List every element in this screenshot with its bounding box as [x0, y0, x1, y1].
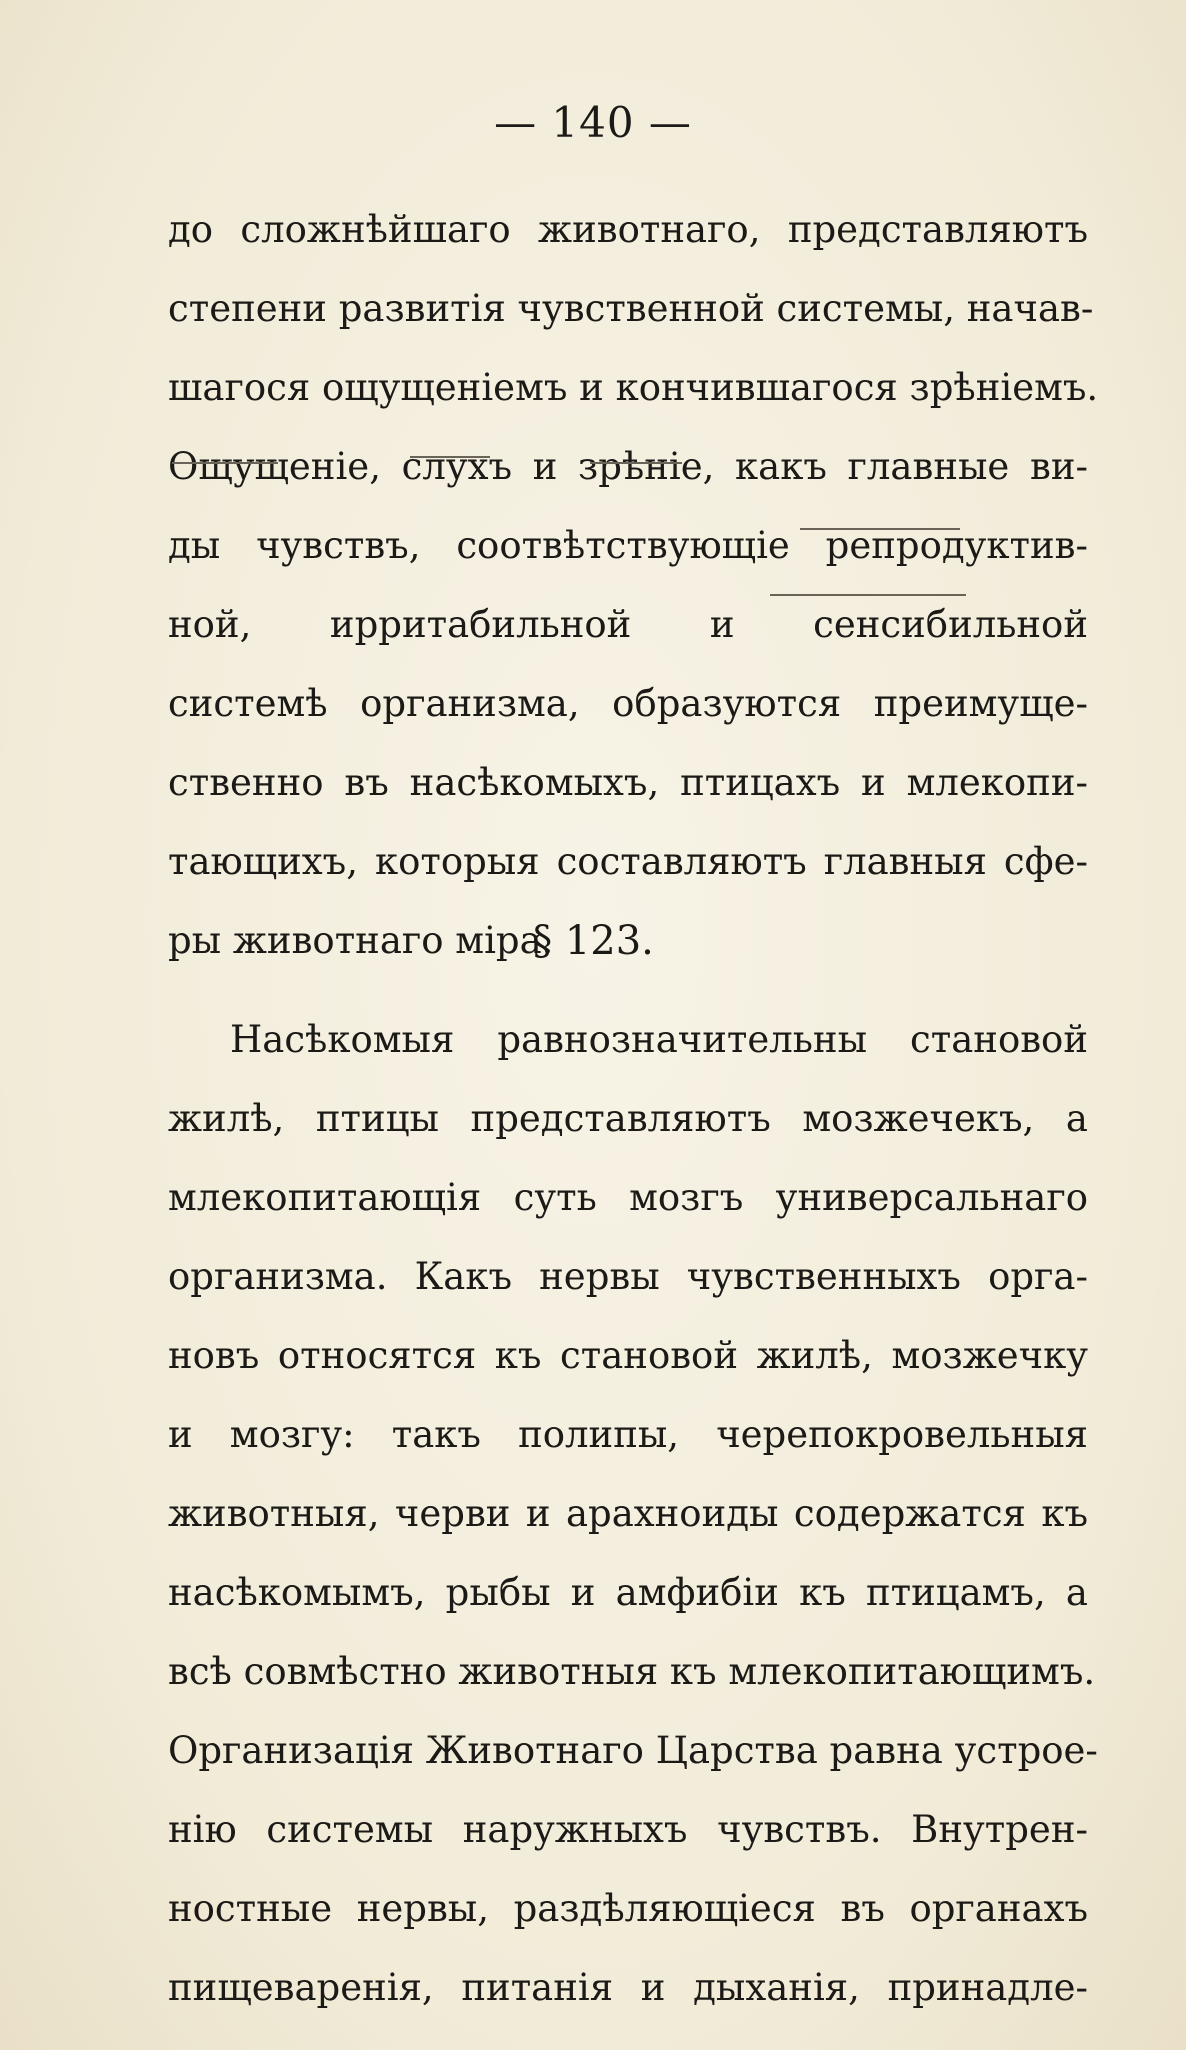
text-line: ностные нервы, раздѣляющіеся въ органахъ	[168, 1887, 1088, 1930]
text-line: до сложнѣйшаго животнаго, представляютъ	[168, 208, 1088, 251]
text-line: шагося ощущеніемъ и кончившагося зрѣніемъ.	[168, 366, 1099, 409]
text-line: и мозгу: такъ полипы, черепокровельныя	[168, 1413, 1088, 1456]
section-heading: § 123.	[532, 918, 654, 964]
pencil-underline-mark	[590, 462, 682, 464]
text-line: ственно въ насѣкомыхъ, птицахъ и млекопи-	[168, 761, 1088, 804]
text-line: тающихъ, которыя составляютъ главныя сфе-	[168, 840, 1088, 883]
text-line: Насѣкомыя равнозначительны становой	[230, 1018, 1088, 1061]
pencil-underline-mark	[800, 528, 960, 530]
pencil-underline-mark	[770, 594, 966, 596]
text-line: насѣкомымъ, рыбы и амфибіи къ птицамъ, а	[168, 1571, 1088, 1614]
paragraph-2	[168, 1000, 1098, 2027]
text-line: Ощущеніе, слухъ и зрѣніе, какъ главные ви-	[168, 445, 1088, 488]
paragraph-1	[168, 190, 1099, 980]
pencil-underline-mark	[410, 456, 490, 458]
text-line: ры животнаго міра.	[168, 919, 554, 962]
text-line: нію системы наружныхъ чувствъ. Внутрен-	[168, 1808, 1088, 1851]
text-line: пищеваренія, питанія и дыханія, принадле-	[168, 1966, 1088, 2009]
text-line: животныя, черви и арахноиды содержатся къ	[168, 1492, 1088, 1535]
text-line: организма. Какъ нервы чувственныхъ орга-	[168, 1255, 1088, 1298]
text-line: системѣ организма, образуются преимуще-	[168, 682, 1088, 725]
text-line: млекопитающія суть мозгъ универсальнаго	[168, 1176, 1088, 1219]
text-line: Организація Животнаго Царства равна устрое-	[168, 1729, 1098, 1772]
text-line: жилѣ, птицы представляютъ мозжечекъ, а	[168, 1097, 1088, 1140]
text-line: ной, ирритабильной и сенсибильной	[168, 603, 1088, 646]
text-line: ды чувствъ, соотвѣтствующіе репродуктив-	[168, 524, 1088, 567]
text-line: степени развитія чувственной системы, начав-	[168, 287, 1094, 330]
text-line: новъ относятся къ становой жилѣ, мозжечку	[168, 1334, 1088, 1377]
text-line: всѣ совмѣстно животныя къ млекопитающимъ.	[168, 1650, 1096, 1693]
page-number-header: — 140 —	[494, 98, 692, 147]
pencil-underline-mark	[172, 462, 278, 464]
